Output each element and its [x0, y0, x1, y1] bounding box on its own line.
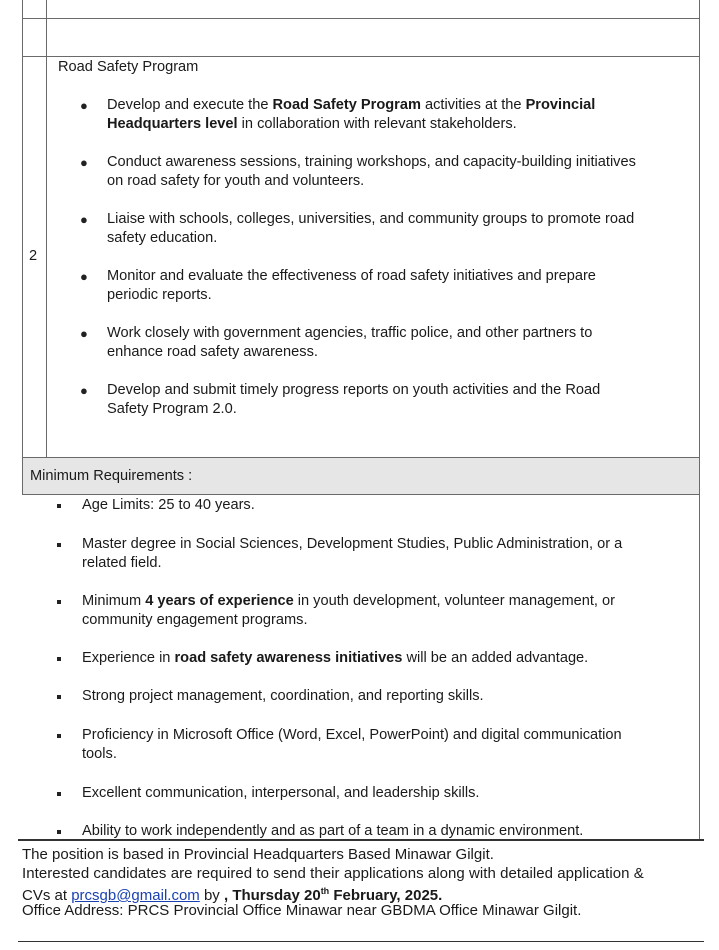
bullet-icon: ●: [80, 269, 88, 284]
deadline-date: , Thursday 20th February, 2025.: [223, 886, 443, 904]
duty-item: Develop and submit timely progress reports on youth activities and the Road Safety Program 2.0.: [107, 382, 601, 417]
page-bottom-rule: [18, 941, 704, 942]
section-title: Road Safety Program: [58, 59, 199, 75]
bullet-icon: [57, 657, 61, 661]
requirement-item: Experience in road safety awareness initiatives will be an added advantage.: [82, 650, 589, 666]
table-right-border: [699, 0, 700, 840]
requirement-item: Proficiency in Microsoft Office (Word, Excel, PowerPoint) and digital communication tools.: [82, 727, 622, 762]
requirement-item: Age Limits: 25 to 40 years.: [82, 497, 255, 513]
bullet-icon: [57, 600, 61, 604]
bullet-icon: ●: [80, 155, 88, 170]
bullet-icon: [57, 830, 61, 834]
duty-item: Develop and execute the Road Safety Program activities at the Provincial Headquarters level in collaboration with relevant stakeholders.: [107, 97, 596, 132]
requirements-heading: Minimum Requirements :: [30, 468, 193, 484]
bullet-icon: [57, 543, 61, 547]
bullet-icon: ●: [80, 383, 88, 398]
bullet-icon: [57, 504, 61, 508]
requirement-item: Strong project management, coordination, and reporting skills.: [82, 688, 484, 704]
table-number-column-divider: [46, 0, 47, 457]
bullet-icon: ●: [80, 212, 88, 227]
requirement-item: Master degree in Social Sciences, Development Studies, Public Administration, or a related field.: [82, 536, 623, 571]
table-row-divider: [22, 56, 699, 57]
footer-deadline: CVs at prcsgb@gmail.com by , Thursday 20th February, 2025.: [22, 886, 443, 904]
duty-item: Monitor and evaluate the effectiveness of road safety initiatives and prepare periodic reports.: [107, 268, 596, 303]
bullet-icon: [57, 695, 61, 699]
bullet-icon: ●: [80, 326, 88, 341]
bullet-icon: [57, 734, 61, 738]
duty-item: Conduct awareness sessions, training workshops, and capacity-building initiatives on road safety for youth and volunteers.: [107, 154, 636, 189]
footer-instructions: Interested candidates are required to send their applications along with detailed application &: [22, 865, 644, 882]
email-link[interactable]: prcsgb@gmail.com: [71, 887, 200, 904]
table-left-border: [22, 0, 23, 495]
table-top-border: [22, 18, 699, 19]
footer-location: The position is based in Provincial Headquarters Based Minawar Gilgit.: [22, 846, 494, 863]
bullet-icon: ●: [80, 98, 88, 113]
requirement-item: Minimum 4 years of experience in youth development, volunteer management, or community engagement programs.: [82, 593, 615, 628]
requirements-bottom-border: [22, 494, 699, 495]
duty-item: Work closely with government agencies, traffic police, and other partners to enhance road safety awareness.: [107, 325, 593, 360]
bullet-icon: [57, 792, 61, 796]
requirement-item: Ability to work independently and as part of a team in a dynamic environment.: [82, 823, 584, 839]
row-number: 2: [29, 248, 38, 264]
footer-address: Office Address: PRCS Provincial Office Minawar near GBDMA Office Minawar Gilgit.: [22, 902, 582, 919]
duty-item: Liaise with schools, colleges, universities, and community groups to promote road safety education.: [107, 211, 635, 246]
requirement-item: Excellent communication, interpersonal, and leadership skills.: [82, 785, 480, 801]
table-bottom-border: [18, 839, 704, 841]
